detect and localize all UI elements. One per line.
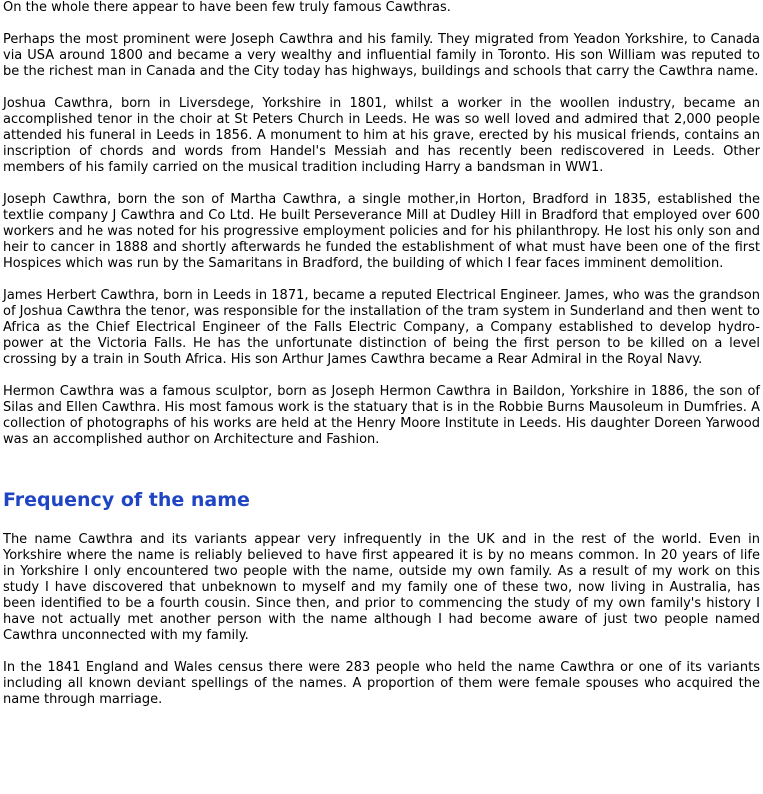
paragraph-frequency-uk: The name Cawthra and its variants appear very infrequently in the UK and in the rest of the world. Even in Yorkshire where the name is reliably believed to have first appeared it is by no means common. In 20 years of life in Yorkshire I only encountered two people with the name, outside my own family. As a result of my work on this study I have discovered that unbeknown to myself and my family one of these two, now living in Australia, has been identified to be a fourth cousin. Since then, and prior to commencing the study of my own family's history I have not actually met another person with the name although I had become aware of just two people named Cawthra unconnected with my family. — [3, 532, 760, 643]
paragraph-hermon-cawthra: Hermon Cawthra was a famous sculptor, born as Joseph Hermon Cawthra in Baildon, Yorkshire in 1886, the son of Silas and Ellen Cawthra. His most famous work is the statuary that is in the Robbie Burns Mausoleum in Dumfries. A collection of photographs of his works are held at the Henry Moore Institute in Leeds. His daughter Doreen Yarwood was an accomplished author on Architecture and Fashion. — [3, 384, 760, 447]
paragraph-joshua-cawthra: Joshua Cawthra, born in Liversdege, Yorkshire in 1801, whilst a worker in the woollen industry, became an accomplished tenor in the choir at St Peters Church in Leeds. He was so well loved and admired that 2,000 people attended his funeral in Leeds in 1856. A monument to him at his grave, erected by his musical friends, contains an inscription of chords and words from Handel's Messiah and has recently been rediscovered in Leeds. Other members of his family carried on the musical tradition including Harry a bandsman in WW1. — [3, 96, 760, 175]
section-heading-frequency: Frequency of the name — [3, 489, 250, 511]
paragraph-1841-census: In the 1841 England and Wales census there were 283 people who held the name Cawthra or one of its variants including all known deviant spellings of the names. A proportion of them were female spouses who acquired the name through marriage. — [3, 660, 760, 707]
paragraph-joseph-cawthra-bradford: Joseph Cawthra, born the son of Martha Cawthra, a single mother,in Horton, Bradford in 1835, established the textlie company J Cawthra and Co Ltd. He built Perseverance Mill at Dudley Hill in Bradford that employed over 600 workers and he was noted for his progressive employment policies and for his philanthropy. He lost his only son and heir to cancer in 1888 and shortly afterwards he funded the establishment of what must have been one of the first Hospices which was run by the Samaritans in Bradford, the building of which I fear faces imminent demolition. — [3, 192, 760, 271]
paragraph-joseph-cawthra-toronto: Perhaps the most prominent were Joseph Cawthra and his family. They migrated from Yeadon Yorkshire, to Canada via USA around 1800 and became a very wealthy and influential family in Toronto. His son William was reputed to be the richest man in Canada and the City today has highways, buildings and schools that carry the Cawthra name. — [3, 32, 760, 79]
paragraph-james-herbert-cawthra: James Herbert Cawthra, born in Leeds in 1871, became a reputed Electrical Engineer. James, who was the grandson of Joshua Cawthra the tenor, was responsible for the installation of the tram system in Sunderland and then went to Africa as the Chief Electrical Engineer of the Falls Electric Company, a Company established to develop hydro-power at the Victoria Falls. He has the unfortunate distinction of being the first person to be killed on a level crossing by a train in South Africa. His son Arthur James Cawthra became a Rear Admiral in the Royal Navy. — [3, 288, 760, 367]
intro-paragraph: On the whole there appear to have been few truly famous Cawthras. — [3, 0, 451, 15]
